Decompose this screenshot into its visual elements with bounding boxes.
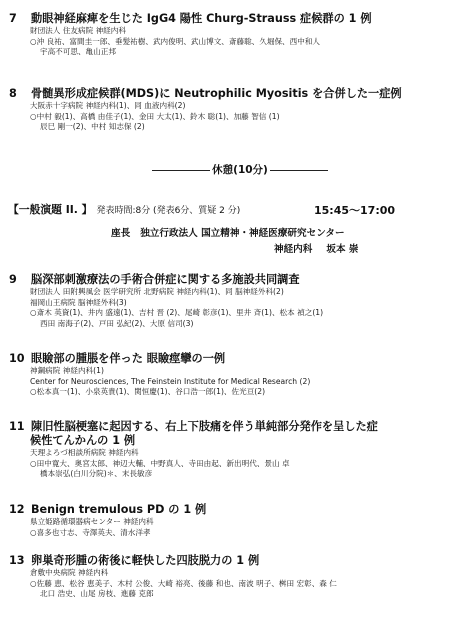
program-item-13 (8, 554, 445, 600)
item-title-text: 動眼神経麻痺を生じた IgG4 陽性 Churg-Strauss 症候群の 1 例 (31, 12, 372, 25)
program-item-12 (8, 503, 445, 538)
authors: ○沖 良祐、富間圭一郎、垂髪祐樹、武内俊明、武山博文、斎藤聡、久堀保、西中和人 (30, 36, 321, 46)
authors-continued: 宇高不可思、亀山正邦 (40, 47, 116, 56)
authors: ○田中寛大、奥宮太郎、神辺大輔、中野真人、寺田由起、新出明代、景山 卓 (30, 458, 290, 468)
session-timing: 発表時間:8分 (発表6分、質疑 2 分) (96, 206, 241, 216)
affiliation: 神鋼病院 神経内科(1) (30, 366, 104, 375)
program-item-9 (8, 273, 445, 329)
authors-continued: 北口 浩史、山尾 房枝、進藤 克郎 (40, 589, 154, 598)
authors: ○斎木 英資(1)、井内 盛遠(1)、吉村 晋 (2)、尾崎 彰彦(1)、里井 斉(1)、松本 禎之(1) (30, 308, 324, 317)
affiliation: 福岡山王病院 脳神経外科(3) (30, 297, 127, 307)
authors-continued: 辰巳 剛一(2)、中村 知志保 (2) (40, 122, 145, 131)
item-title (8, 273, 445, 287)
chair-role: 座長 (111, 228, 131, 239)
item-title (8, 554, 445, 568)
item-number: 8 (9, 87, 17, 100)
chair-org: 独立行政法人 国立精神・神経医療研究センター (140, 228, 345, 239)
chair-dept: 神経内科 (274, 244, 313, 255)
item-number: 11 (9, 420, 25, 433)
affiliation: 県立姫路循環器病センター 神経内科 (30, 517, 154, 526)
affiliation: Center for Neurosciences, The Feinstein Institute for Medical Research (2) (30, 376, 311, 386)
item-title-text: 眼瞼部の腫脹を伴った 眼瞼痙攣の一例 (31, 352, 226, 365)
item-title-continued: 候性てんかんの 1 例 (30, 434, 136, 447)
session-time: 15:45〜17:00 (314, 204, 396, 217)
authors: ○佐藤 恵、松谷 恵美子、木村 公俊、大崎 裕亮、後藤 和也、南波 明子、桝田 宏彰、森 仁 (30, 578, 337, 588)
break-label: 休憩(10分) (212, 164, 268, 176)
affiliation: 倉敷中央病院 神経内科 (30, 568, 109, 577)
divider-rule (270, 170, 328, 171)
divider-rule (152, 170, 210, 171)
program-item-7 (8, 12, 445, 58)
affiliation: 財団法人 住友病院 神経内科 (30, 26, 126, 35)
item-title (8, 12, 445, 26)
item-title-text: 骨髄異形成症候群(MDS)に Neutrophilic Myositis を合併した一症例 (31, 87, 402, 100)
session-header (8, 202, 240, 217)
item-number: 10 (9, 352, 25, 365)
item-title-text: 脳深部刺激療法の手術合併症に関する多施設共同調査 (31, 273, 300, 286)
program-item-8 (8, 87, 445, 133)
authors-continued: 西田 南海子(2)、戸田 弘紀(2)、大原 信司(3) (40, 318, 194, 328)
item-title (8, 420, 445, 434)
chair-line-2 (274, 241, 359, 255)
affiliation: 財団法人 田附興風会 医学研究所 北野病院 神経内科(1)、同 脳神経外科(2) (30, 287, 284, 296)
item-title-text: Benign tremulous PD の 1 例 (31, 503, 207, 516)
session-label: 【一般演題 II. 】 (8, 203, 93, 216)
item-title (8, 87, 445, 101)
item-number: 12 (9, 503, 25, 516)
item-title (8, 352, 445, 366)
break-divider (120, 162, 360, 177)
item-number: 7 (9, 12, 17, 25)
item-number: 9 (9, 273, 17, 286)
item-title (8, 503, 445, 517)
item-title-text: 卵巣奇形腫の術後に軽快した四肢脱力の 1 例 (31, 554, 260, 567)
item-title-text: 陳旧性脳梗塞に起因する、右上下肢痛を伴う単純部分発作を呈した症 (31, 420, 378, 433)
chair-name: 坂本 崇 (326, 244, 359, 255)
authors: ○松本真一(1)、小泉英貴(1)、関恒慶(1)、谷口浩一郎(1)、佐光亘(2) (30, 387, 266, 396)
authors: ○中村 毅(1)、高橋 由佳子(1)、金田 大太(1)、鈴木 聡(1)、加藤 智信 (1) (30, 111, 280, 121)
program-item-10 (8, 352, 445, 398)
chair-line (111, 225, 345, 239)
authors-continued: 橋本崇弘(白川分院)＊、末長敏彦 (40, 469, 153, 478)
item-number: 13 (9, 554, 25, 567)
affiliation: 天理よろづ相談所病院 神経内科 (30, 448, 139, 457)
program-item-11 (8, 420, 445, 480)
authors: ○喜多也寸志、寺澤英夫、清水洋孝 (30, 527, 151, 537)
affiliation: 大阪赤十字病院 神経内科(1)、同 血液内科(2) (30, 101, 186, 110)
